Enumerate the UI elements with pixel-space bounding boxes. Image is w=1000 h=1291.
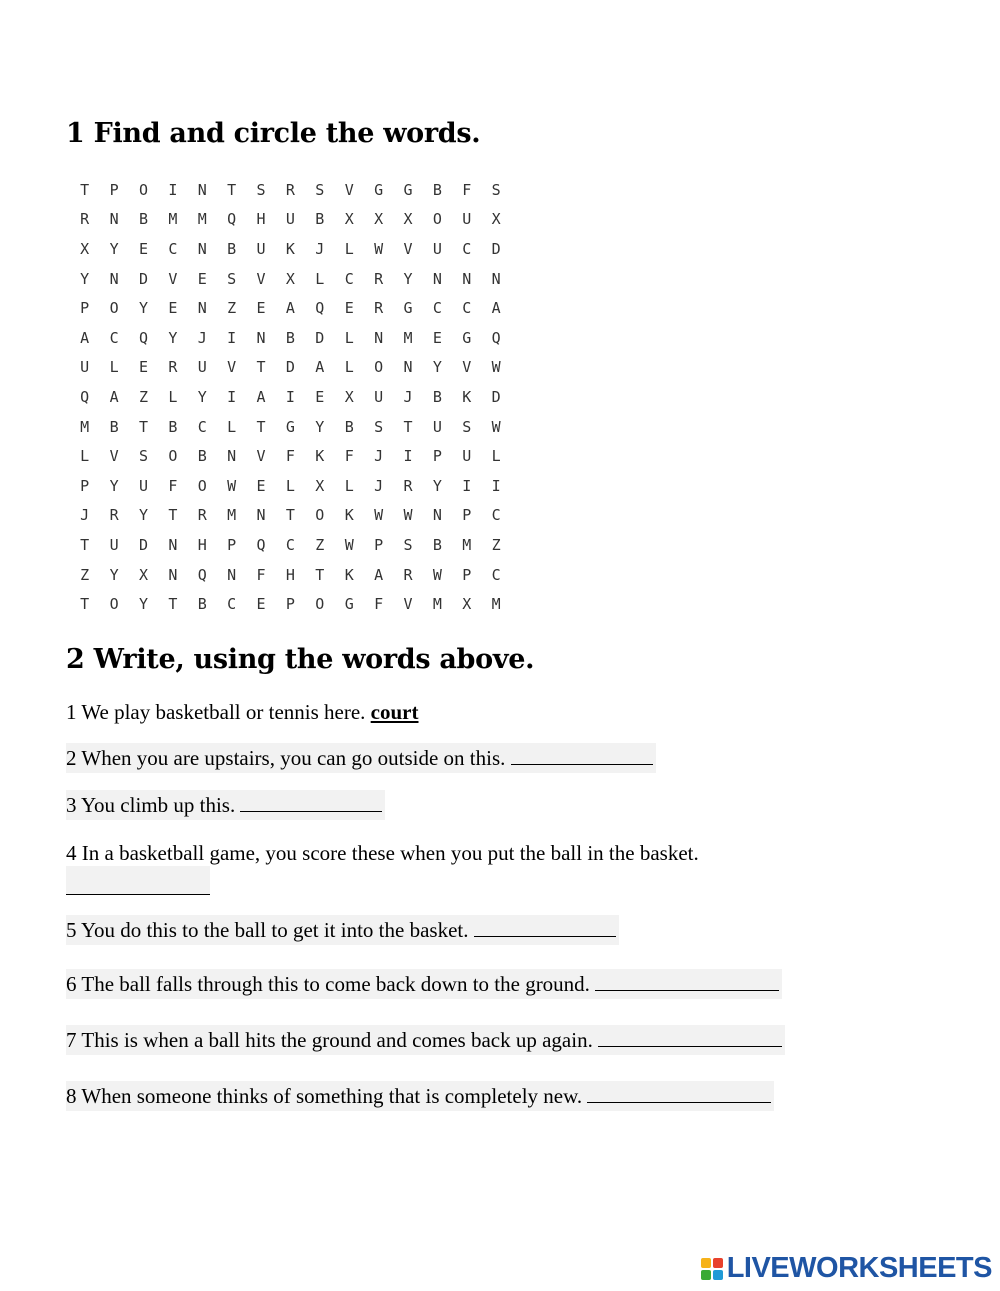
grid-letter[interactable]: F: [374, 595, 384, 614]
grid-letter[interactable]: C: [491, 565, 501, 584]
grid-letter[interactable]: K: [285, 239, 295, 258]
grid-letter[interactable]: U: [285, 210, 295, 229]
question-3-text: 3 You climb up this.: [66, 793, 236, 817]
grid-letter[interactable]: U: [109, 535, 119, 554]
grid-letter[interactable]: N: [256, 328, 266, 347]
grid-letter[interactable]: E: [315, 387, 325, 406]
grid-letter[interactable]: Y: [109, 239, 119, 258]
grid-letter[interactable]: O: [138, 180, 148, 199]
grid-letter[interactable]: X: [403, 210, 413, 229]
grid-letter[interactable]: N: [197, 299, 207, 318]
grid-letter[interactable]: D: [285, 358, 295, 377]
grid-letter[interactable]: O: [109, 299, 119, 318]
grid-letter[interactable]: N: [256, 506, 266, 525]
grid-letter[interactable]: O: [315, 595, 325, 614]
grid-letter[interactable]: Q: [315, 299, 325, 318]
question-8-text: 8 When someone thinks of something that is completely new.: [66, 1084, 583, 1108]
grid-letter[interactable]: Q: [80, 387, 90, 406]
grid-letter[interactable]: V: [403, 595, 413, 614]
grid-letter[interactable]: L: [109, 358, 119, 377]
grid-letter[interactable]: N: [432, 506, 442, 525]
grid-letter[interactable]: L: [285, 476, 295, 495]
grid-letter[interactable]: E: [256, 476, 266, 495]
question-2-answer-blank[interactable]: [511, 744, 653, 765]
grid-letter[interactable]: D: [491, 387, 501, 406]
grid-letter[interactable]: D: [491, 239, 501, 258]
grid-letter[interactable]: E: [138, 358, 148, 377]
grid-letter[interactable]: N: [109, 210, 119, 229]
grid-letter[interactable]: R: [374, 269, 384, 288]
grid-letter[interactable]: N: [227, 447, 237, 466]
grid-letter[interactable]: S: [491, 180, 501, 199]
grid-letter[interactable]: N: [168, 565, 178, 584]
grid-letter[interactable]: T: [256, 358, 266, 377]
grid-letter[interactable]: Z: [80, 565, 90, 584]
grid-letter[interactable]: Q: [197, 565, 207, 584]
grid-letter[interactable]: S: [374, 417, 384, 436]
grid-letter[interactable]: S: [462, 417, 472, 436]
grid-letter[interactable]: I: [168, 180, 178, 199]
grid-letter[interactable]: B: [109, 417, 119, 436]
grid-letter[interactable]: O: [432, 210, 442, 229]
grid-letter[interactable]: X: [344, 387, 354, 406]
grid-letter[interactable]: X: [285, 269, 295, 288]
grid-letter[interactable]: P: [109, 180, 119, 199]
grid-letter[interactable]: I: [227, 328, 237, 347]
grid-letter[interactable]: C: [197, 417, 207, 436]
grid-letter[interactable]: V: [256, 447, 266, 466]
grid-letter[interactable]: P: [432, 447, 442, 466]
grid-letter[interactable]: B: [197, 447, 207, 466]
grid-letter[interactable]: T: [403, 417, 413, 436]
grid-letter[interactable]: A: [80, 328, 90, 347]
grid-letter[interactable]: E: [197, 269, 207, 288]
grid-letter[interactable]: J: [374, 476, 384, 495]
grid-letter[interactable]: L: [80, 447, 90, 466]
grid-letter[interactable]: W: [227, 476, 237, 495]
grid-letter[interactable]: Y: [109, 565, 119, 584]
question-5-answer-blank[interactable]: [474, 916, 616, 937]
grid-letter[interactable]: I: [227, 387, 237, 406]
grid-letter[interactable]: R: [285, 180, 295, 199]
grid-letter[interactable]: U: [462, 210, 472, 229]
grid-letter[interactable]: V: [344, 180, 354, 199]
grid-letter[interactable]: A: [315, 358, 325, 377]
grid-letter[interactable]: W: [491, 417, 501, 436]
grid-letter[interactable]: U: [138, 476, 148, 495]
grid-letter[interactable]: Z: [491, 535, 501, 554]
question-2-text: 2 When you are upstairs, you can go outside on this.: [66, 746, 506, 770]
grid-letter[interactable]: V: [403, 239, 413, 258]
grid-letter[interactable]: U: [432, 417, 442, 436]
grid-letter[interactable]: S: [256, 180, 266, 199]
grid-letter[interactable]: Y: [109, 476, 119, 495]
grid-letter[interactable]: C: [168, 239, 178, 258]
grid-letter[interactable]: O: [315, 506, 325, 525]
grid-letter[interactable]: T: [285, 506, 295, 525]
grid-letter[interactable]: F: [462, 180, 472, 199]
grid-letter[interactable]: T: [80, 535, 90, 554]
grid-letter[interactable]: U: [80, 358, 90, 377]
grid-letter[interactable]: P: [462, 565, 472, 584]
grid-letter[interactable]: L: [491, 447, 501, 466]
grid-letter[interactable]: V: [109, 447, 119, 466]
grid-letter[interactable]: N: [432, 269, 442, 288]
grid-letter[interactable]: O: [197, 476, 207, 495]
grid-letter[interactable]: O: [374, 358, 384, 377]
grid-letter[interactable]: A: [374, 565, 384, 584]
grid-letter[interactable]: E: [168, 299, 178, 318]
grid-letter[interactable]: T: [227, 180, 237, 199]
grid-letter[interactable]: A: [285, 299, 295, 318]
grid-letter[interactable]: K: [462, 387, 472, 406]
grid-letter[interactable]: V: [168, 269, 178, 288]
grid-letter[interactable]: V: [462, 358, 472, 377]
grid-letter[interactable]: F: [344, 447, 354, 466]
grid-letter[interactable]: T: [315, 565, 325, 584]
question-2: [66, 743, 656, 773]
grid-letter[interactable]: X: [80, 239, 90, 258]
grid-letter[interactable]: T: [80, 180, 90, 199]
grid-letter[interactable]: S: [138, 447, 148, 466]
question-7-answer-blank[interactable]: [598, 1026, 782, 1047]
grid-letter[interactable]: J: [197, 328, 207, 347]
grid-letter[interactable]: K: [315, 447, 325, 466]
question-8-answer-blank[interactable]: [587, 1082, 771, 1103]
question-4-answer-blank[interactable]: [66, 866, 210, 895]
grid-letter[interactable]: L: [168, 387, 178, 406]
grid-letter[interactable]: M: [403, 328, 413, 347]
question-1-answer: court: [370, 700, 419, 724]
grid-letter[interactable]: B: [138, 210, 148, 229]
grid-letter[interactable]: M: [227, 506, 237, 525]
grid-letter[interactable]: G: [462, 328, 472, 347]
logo-mark-square: [701, 1258, 711, 1268]
question-8: [66, 1081, 774, 1111]
grid-letter[interactable]: Y: [80, 269, 90, 288]
grid-letter[interactable]: B: [432, 535, 442, 554]
grid-letter[interactable]: M: [197, 210, 207, 229]
grid-letter[interactable]: L: [227, 417, 237, 436]
grid-letter[interactable]: D: [138, 535, 148, 554]
grid-letter[interactable]: Q: [491, 328, 501, 347]
grid-letter[interactable]: I: [285, 387, 295, 406]
grid-letter[interactable]: N: [197, 239, 207, 258]
grid-letter[interactable]: Y: [138, 595, 148, 614]
grid-letter[interactable]: C: [462, 299, 472, 318]
grid-letter[interactable]: Q: [227, 210, 237, 229]
grid-letter[interactable]: C: [462, 239, 472, 258]
grid-letter[interactable]: D: [138, 269, 148, 288]
grid-letter[interactable]: V: [227, 358, 237, 377]
grid-letter[interactable]: E: [432, 328, 442, 347]
grid-letter[interactable]: P: [227, 535, 237, 554]
grid-letter[interactable]: I: [491, 476, 501, 495]
section-2-title: 2 Write, using the words above.: [66, 644, 535, 675]
grid-letter[interactable]: L: [344, 239, 354, 258]
grid-letter[interactable]: C: [491, 506, 501, 525]
grid-letter[interactable]: Q: [256, 535, 266, 554]
section-1-title: 1 Find and circle the words.: [66, 118, 481, 149]
grid-letter[interactable]: X: [462, 595, 472, 614]
grid-letter[interactable]: B: [432, 180, 442, 199]
grid-letter[interactable]: M: [462, 535, 472, 554]
grid-letter[interactable]: B: [227, 239, 237, 258]
grid-letter[interactable]: W: [491, 358, 501, 377]
grid-letter[interactable]: E: [256, 299, 266, 318]
question-5-text: 5 You do this to the ball to get it into the basket.: [66, 918, 469, 942]
grid-letter[interactable]: C: [432, 299, 442, 318]
grid-letter[interactable]: J: [315, 239, 325, 258]
grid-letter[interactable]: O: [168, 447, 178, 466]
grid-letter[interactable]: C: [109, 328, 119, 347]
grid-letter[interactable]: Y: [168, 328, 178, 347]
grid-letter[interactable]: J: [403, 387, 413, 406]
grid-letter[interactable]: X: [138, 565, 148, 584]
grid-letter[interactable]: X: [315, 476, 325, 495]
grid-letter[interactable]: D: [315, 328, 325, 347]
grid-letter[interactable]: R: [403, 476, 413, 495]
question-1: [66, 697, 422, 727]
grid-letter[interactable]: Y: [197, 387, 207, 406]
grid-letter[interactable]: G: [344, 595, 354, 614]
logo-mark-square: [701, 1270, 711, 1280]
grid-letter[interactable]: N: [374, 328, 384, 347]
grid-letter[interactable]: G: [374, 180, 384, 199]
grid-letter[interactable]: F: [256, 565, 266, 584]
grid-letter[interactable]: R: [197, 506, 207, 525]
grid-letter[interactable]: F: [168, 476, 178, 495]
question-6-answer-blank[interactable]: [595, 970, 779, 991]
grid-letter[interactable]: T: [256, 417, 266, 436]
liveworksheets-logo-text: LIVEWORKSHEETS: [726, 1252, 992, 1284]
grid-letter[interactable]: N: [491, 269, 501, 288]
grid-letter[interactable]: R: [168, 358, 178, 377]
grid-letter[interactable]: X: [344, 210, 354, 229]
grid-letter[interactable]: M: [168, 210, 178, 229]
grid-letter[interactable]: B: [168, 417, 178, 436]
grid-letter[interactable]: R: [80, 210, 90, 229]
grid-letter[interactable]: Y: [432, 476, 442, 495]
grid-letter[interactable]: S: [403, 535, 413, 554]
grid-letter[interactable]: W: [344, 535, 354, 554]
liveworksheets-logo[interactable]: [701, 1252, 992, 1285]
question-3: [66, 790, 385, 820]
grid-letter[interactable]: B: [197, 595, 207, 614]
grid-letter[interactable]: C: [344, 269, 354, 288]
question-6-text: 6 The ball falls through this to come back down to the ground.: [66, 972, 590, 996]
question-5: [66, 915, 619, 945]
grid-letter[interactable]: P: [80, 299, 90, 318]
grid-letter[interactable]: R: [109, 506, 119, 525]
question-1-text: 1 We play basketball or tennis here.: [66, 700, 366, 724]
word-search-grid[interactable]: [70, 175, 511, 619]
grid-letter[interactable]: W: [374, 239, 384, 258]
grid-letter[interactable]: E: [256, 595, 266, 614]
grid-letter[interactable]: A: [256, 387, 266, 406]
question-4-text: 4 In a basketball game, you score these when you put the ball in the basket.: [66, 841, 699, 865]
grid-letter[interactable]: M: [80, 417, 90, 436]
grid-letter[interactable]: F: [285, 447, 295, 466]
grid-letter[interactable]: N: [403, 358, 413, 377]
question-7: [66, 1025, 785, 1055]
grid-letter[interactable]: P: [374, 535, 384, 554]
grid-letter[interactable]: K: [344, 506, 354, 525]
grid-letter[interactable]: L: [344, 358, 354, 377]
grid-letter[interactable]: Q: [138, 328, 148, 347]
grid-letter[interactable]: N: [462, 269, 472, 288]
grid-letter[interactable]: B: [344, 417, 354, 436]
grid-letter[interactable]: N: [227, 565, 237, 584]
logo-mark-square: [713, 1270, 723, 1280]
grid-letter[interactable]: A: [491, 299, 501, 318]
grid-letter[interactable]: X: [491, 210, 501, 229]
grid-letter[interactable]: T: [138, 417, 148, 436]
grid-letter[interactable]: K: [344, 565, 354, 584]
grid-letter[interactable]: T: [80, 595, 90, 614]
grid-letter[interactable]: N: [168, 535, 178, 554]
grid-letter[interactable]: Y: [432, 358, 442, 377]
grid-letter[interactable]: C: [227, 595, 237, 614]
grid-letter[interactable]: T: [168, 595, 178, 614]
question-3-answer-blank[interactable]: [240, 791, 382, 812]
grid-letter[interactable]: M: [432, 595, 442, 614]
grid-letter[interactable]: I: [462, 476, 472, 495]
grid-letter[interactable]: S: [227, 269, 237, 288]
grid-letter[interactable]: U: [374, 387, 384, 406]
grid-letter[interactable]: T: [168, 506, 178, 525]
grid-letter[interactable]: W: [403, 506, 413, 525]
grid-letter[interactable]: Y: [315, 417, 325, 436]
grid-letter[interactable]: L: [344, 476, 354, 495]
grid-letter[interactable]: M: [491, 595, 501, 614]
grid-letter[interactable]: R: [403, 565, 413, 584]
grid-letter[interactable]: A: [109, 387, 119, 406]
grid-letter[interactable]: I: [403, 447, 413, 466]
question-4: [66, 838, 702, 868]
grid-letter[interactable]: N: [109, 269, 119, 288]
grid-letter[interactable]: C: [285, 535, 295, 554]
grid-letter[interactable]: B: [432, 387, 442, 406]
grid-letter[interactable]: O: [109, 595, 119, 614]
grid-letter[interactable]: X: [374, 210, 384, 229]
question-6: [66, 969, 782, 999]
grid-letter[interactable]: Z: [138, 387, 148, 406]
grid-letter[interactable]: B: [315, 210, 325, 229]
grid-letter[interactable]: J: [80, 506, 90, 525]
liveworksheets-logo-icon: [701, 1258, 723, 1280]
grid-letter[interactable]: J: [374, 447, 384, 466]
grid-letter[interactable]: P: [462, 506, 472, 525]
grid-letter[interactable]: V: [256, 269, 266, 288]
grid-letter[interactable]: U: [197, 358, 207, 377]
grid-letter[interactable]: Z: [227, 299, 237, 318]
grid-letter[interactable]: G: [403, 299, 413, 318]
grid-letter[interactable]: E: [138, 239, 148, 258]
grid-letter[interactable]: W: [374, 506, 384, 525]
grid-letter[interactable]: H: [197, 535, 207, 554]
grid-letter[interactable]: Y: [403, 269, 413, 288]
grid-letter[interactable]: Z: [315, 535, 325, 554]
grid-letter[interactable]: L: [344, 328, 354, 347]
grid-letter[interactable]: L: [315, 269, 325, 288]
grid-letter[interactable]: G: [285, 417, 295, 436]
grid-letter[interactable]: S: [315, 180, 325, 199]
grid-letter[interactable]: W: [432, 565, 442, 584]
grid-letter[interactable]: B: [285, 328, 295, 347]
grid-letter[interactable]: P: [80, 476, 90, 495]
grid-letter[interactable]: H: [285, 565, 295, 584]
grid-letter[interactable]: U: [432, 239, 442, 258]
grid-letter[interactable]: U: [462, 447, 472, 466]
grid-letter[interactable]: U: [256, 239, 266, 258]
grid-letter[interactable]: Y: [138, 299, 148, 318]
question-7-text: 7 This is when a ball hits the ground and comes back up again.: [66, 1028, 593, 1052]
grid-letter[interactable]: P: [285, 595, 295, 614]
grid-letter[interactable]: N: [197, 180, 207, 199]
grid-letter[interactable]: Y: [138, 506, 148, 525]
grid-letter[interactable]: E: [344, 299, 354, 318]
grid-letter[interactable]: R: [374, 299, 384, 318]
logo-mark-square: [713, 1258, 723, 1268]
grid-letter[interactable]: G: [403, 180, 413, 199]
grid-letter[interactable]: H: [256, 210, 266, 229]
